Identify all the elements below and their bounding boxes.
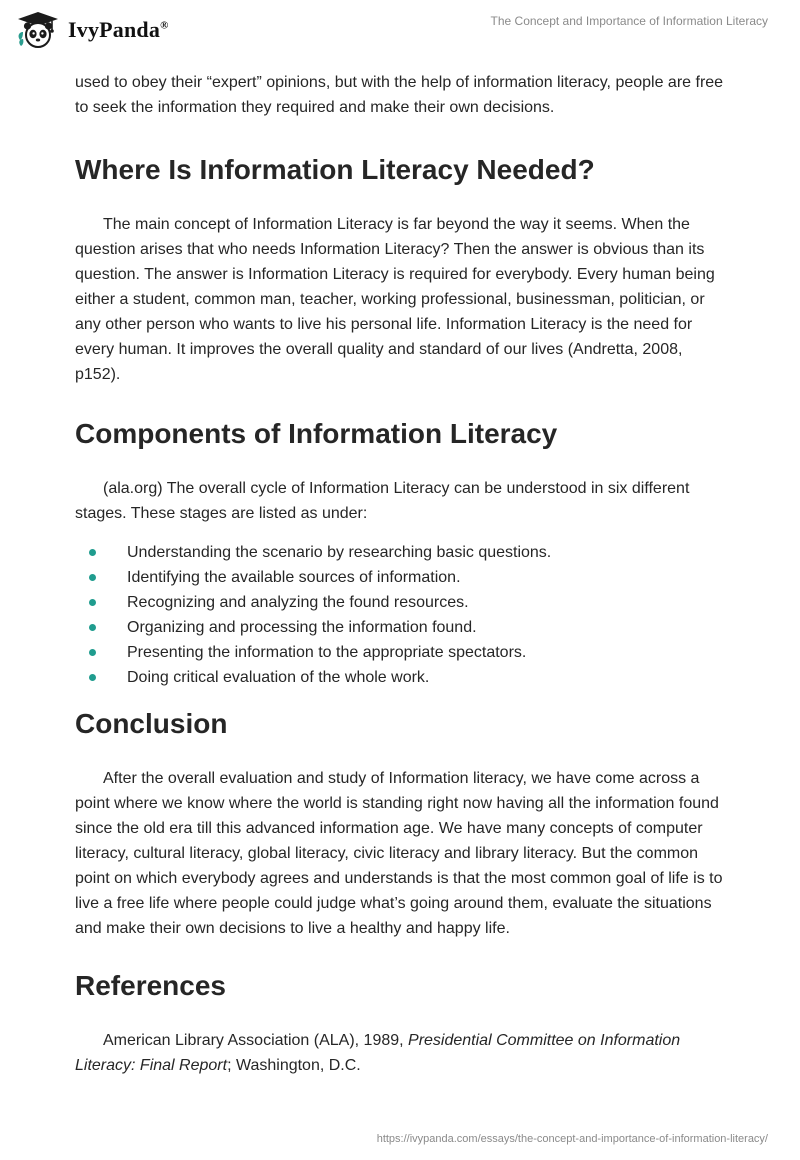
teal-dot-icon [89, 574, 96, 581]
heading-components: Components of Information Literacy [75, 418, 558, 449]
intro-paragraph: used to obey their “expert” opinions, but with the help of information literacy, people are free to seek the information they required and make their own decisions. [75, 74, 724, 116]
conclusion-paragraph: After the overall evaluation and study of Information literacy, we have come across a point where we know where the world is standing right now having all the information found since the old era till this advanced information age. We have many concepts of computer literacy, cultural literacy, global literacy, civic literacy and library literacy. But the common point on which everybody agrees and understands is that the most common goal of life is to live a free life where people could judge what’s going around them, evaluate the situations and make their own decisions to live a healthy and happy life. [75, 770, 723, 937]
heading-conclusion: Conclusion [75, 708, 228, 739]
teal-dot-icon [89, 649, 96, 656]
heading-references: References [75, 970, 226, 1001]
list-item: Understanding the scenario by researching basic questions. [75, 540, 725, 565]
page-header [0, 0, 800, 60]
brand-name: IvyPanda® [68, 17, 169, 42]
document-title: The Concept and Importance of Information Literacy [490, 14, 768, 28]
list-item: Doing critical evaluation of the whole work. [75, 665, 725, 690]
reference-entry: American Library Association (ALA), 1989, Presidential Committee on Information Literacy: Final Report; Washington, D.C. [75, 1032, 681, 1074]
teal-dot-icon [89, 624, 96, 631]
source-url[interactable]: https://ivypanda.com/essays/the-concept-and-importance-of-information-literacy/ [376, 1133, 768, 1145]
panda-graduate-icon [16, 10, 60, 50]
components-paragraph: (ala.org) The overall cycle of Information Literacy can be understood in six different stages. These stages are listed as under: [75, 480, 690, 522]
list-item: Presenting the information to the appropriate spectators. [75, 640, 725, 665]
list-item: Recognizing and analyzing the found resources. [75, 590, 725, 615]
teal-dot-icon [89, 599, 96, 606]
teal-dot-icon [89, 674, 96, 681]
reference-title: Presidential Committee on Information Literacy: Final Report [75, 1032, 681, 1074]
heading-where-needed: Where Is Information Literacy Needed? [75, 154, 595, 185]
teal-dot-icon [89, 549, 96, 556]
essay-body [75, 70, 725, 1078]
list-item: Identifying the available sources of information. [75, 565, 725, 590]
where-needed-paragraph: The main concept of Information Literacy is far beyond the way it seems. When the question arises that who needs Information Literacy? Then the answer is obvious than its question. The answer is Information Literacy is required for everybody. Every human being either a student, common man, teacher, working professional, businessman, politician, or any other person who wants to live his personal life. Information Literacy is the need for every human. It improves the overall quality and standard of our lives (Andretta, 2008, p152). [75, 216, 715, 383]
ivypanda-logo[interactable] [16, 10, 169, 50]
stages-list [75, 540, 725, 690]
list-item: Organizing and processing the information found. [75, 615, 725, 640]
